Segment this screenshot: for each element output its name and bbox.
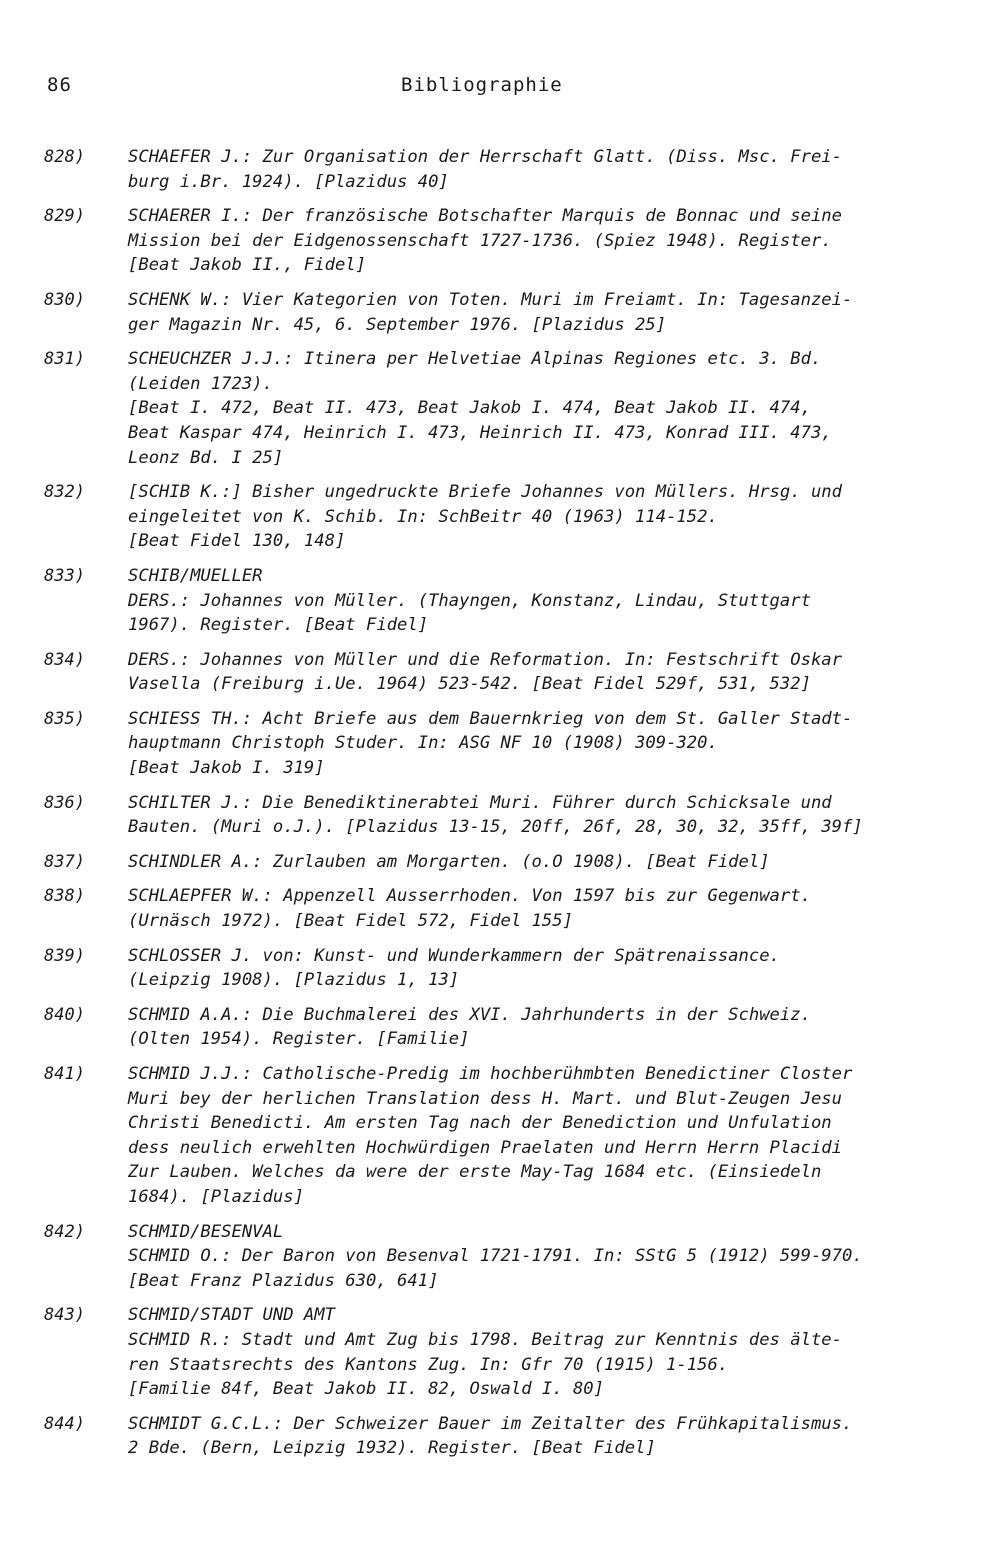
entry-line: Christi Benedicti. Am ersten Tag nach der Benediction und Unfulation <box>128 1113 832 1134</box>
entry-line: (Urnäsch 1972). [Beat Fidel 572, Fidel 155] <box>128 911 573 932</box>
entry-line: (Leiden 1723). <box>128 373 273 394</box>
entry-line: hauptmann Christoph Studer. In: ASG NF 10 (1908) 309-320. <box>128 733 718 754</box>
entry-number: 838) <box>44 886 85 907</box>
entry-line: Vasella (Freiburg i.Ue. 1964) 523-542. [Beat Fidel 529f, 531, 532] <box>128 674 811 695</box>
entry-line: SCHMID J.J.: Catholische-Predig im hochberühmbten Benedictiner Closter <box>128 1064 853 1084</box>
entry-text <box>128 944 948 993</box>
entry-line: SCHIB/MUELLER <box>128 565 263 586</box>
entry-text <box>128 1003 948 1052</box>
bibliography-entry <box>44 944 954 993</box>
entry-line: [Beat Jakob II., Fidel] <box>128 255 366 276</box>
entry-line: SCHEUCHZER J.J.: Itinera per Helvetiae Alpinas Regiones etc. 3. Bd. <box>128 349 822 370</box>
entry-line: SCHLOSSER J. von: Kunst- und Wunderkammern der Spätrenaissance. <box>128 945 780 966</box>
entry-line: [SCHIB K.:] Bisher ungedruckte Briefe Johannes von Müllers. Hrsg. und <box>128 482 842 503</box>
entry-number: 839) <box>44 945 85 966</box>
entry-number: 828) <box>44 147 85 167</box>
bibliography-entry <box>44 648 954 697</box>
entry-line: (Leipzig 1908). [Plazidus 1, 13] <box>128 970 460 991</box>
entry-line: [Beat I. 472, Beat II. 473, Beat Jakob I. 474, Beat Jakob II. 474, <box>128 398 811 419</box>
entry-line: SCHAERER I.: Der französische Botschafter Marquis de Bonnac und seine <box>128 206 842 227</box>
entry-text <box>128 564 948 638</box>
entry-line: SCHMIDT G.C.L.: Der Schweizer Bauer im Zeitalter des Frühkapitalismus. <box>128 1413 853 1434</box>
entry-line: SCHMID/BESENVAL <box>128 1221 284 1242</box>
entry-number: 830) <box>44 289 85 310</box>
bibliography-entry <box>44 564 954 638</box>
entry-line: SCHAEFER J.: Zur Organisation der Herrschaft Glatt. (Diss. Msc. Frei- <box>128 147 842 167</box>
entry-text <box>128 347 948 470</box>
bibliography-entry <box>44 1003 954 1052</box>
entry-number: 840) <box>44 1004 85 1025</box>
entry-number: 836) <box>44 792 85 813</box>
bibliography-entry <box>44 480 954 554</box>
entry-line: SCHMID R.: Stadt und Amt Zug bis 1798. Beitrag zur Kenntnis des älte- <box>128 1329 842 1350</box>
bibliography-entry <box>44 347 954 470</box>
entry-line: Muri bey der herlichen Translation dess H. Mart. und Blut-Zeugen Jesu <box>128 1088 842 1109</box>
entry-text <box>128 1062 948 1210</box>
bibliography-entry <box>44 204 954 278</box>
bibliography-entry <box>44 850 954 875</box>
entry-line: eingeleitet von K. Schib. In: SchBeitr 40 (1963) 114-152. <box>128 506 718 527</box>
entry-text <box>128 145 948 194</box>
entry-text <box>128 791 948 840</box>
entry-line: dess neulich erwehlten Hochwürdigen Praelaten und Herrn Herrn Placidi <box>128 1137 842 1158</box>
entry-line: ren Staatsrechts des Kantons Zug. In: Gfr 70 (1915) 1-156. <box>128 1354 729 1375</box>
entry-line: [Beat Fidel 130, 148] <box>128 531 346 552</box>
entry-number: 837) <box>44 851 85 872</box>
entry-text <box>128 707 948 781</box>
entry-line: Mission bei der Eidgenossenschaft 1727-1736. (Spiez 1948). Register. <box>128 230 832 251</box>
entry-text <box>128 884 948 933</box>
entry-number: 833) <box>44 565 85 586</box>
bibliography-entry <box>44 884 954 933</box>
entry-line: [Beat Jakob I. 319] <box>128 758 325 779</box>
entry-number: 843) <box>44 1305 85 1326</box>
entry-line: 1684). [Plazidus] <box>128 1186 304 1207</box>
entry-line: 1967). Register. [Beat Fidel] <box>128 615 429 636</box>
entry-line: SCHMID A.A.: Die Buchmalerei des XVI. Jahrhunderts in der Schweiz. <box>128 1004 811 1025</box>
entry-line: DERS.: Johannes von Müller. (Thayngen, Konstanz, Lindau, Stuttgart <box>128 590 811 611</box>
entry-number: 831) <box>44 349 85 370</box>
bibliography-entry <box>44 1412 954 1461</box>
entry-line: DERS.: Johannes von Müller und die Reformation. In: Festschrift Oskar <box>128 649 842 670</box>
bibliography-entry <box>44 1220 954 1294</box>
entry-line: [Familie 84f, Beat Jakob II. 82, Oswald I. 80] <box>128 1379 604 1400</box>
entry-text <box>128 1220 948 1294</box>
page-header <box>47 74 867 100</box>
entry-line: SCHINDLER A.: Zurlauben am Morgarten. (o.O 1908). [Beat Fidel] <box>128 851 770 872</box>
entry-line: Bauten. (Muri o.J.). [Plazidus 13-15, 20ff, 26f, 28, 30, 32, 35ff, 39f] <box>128 817 863 838</box>
entry-line: [Beat Franz Plazidus 630, 641] <box>128 1270 439 1291</box>
bibliography-list <box>44 145 954 1471</box>
entry-number: 834) <box>44 649 85 670</box>
entry-line: 2 Bde. (Bern, Leipzig 1932). Register. [Beat Fidel] <box>128 1438 656 1459</box>
bibliography-entry <box>44 1303 954 1401</box>
bibliography-entry <box>44 1062 954 1210</box>
entry-number: 841) <box>44 1064 85 1084</box>
entry-line: ger Magazin Nr. 45, 6. September 1976. [Plazidus 25] <box>128 314 667 335</box>
entry-line: Beat Kaspar 474, Heinrich I. 473, Heinrich II. 473, Konrad III. 473, <box>128 422 832 443</box>
entry-line: SCHILTER J.: Die Benediktinerabtei Muri. Führer durch Schicksale und <box>128 792 832 813</box>
entry-number: 835) <box>44 708 85 729</box>
bibliography-entry <box>44 288 954 337</box>
entry-line: SCHENK W.: Vier Kategorien von Toten. Muri im Freiamt. In: Tagesanzei- <box>128 289 853 310</box>
entry-text <box>128 288 948 337</box>
page-number: 86 <box>47 74 72 96</box>
page-title: Bibliographie <box>401 74 563 96</box>
entry-text <box>128 850 948 875</box>
entry-number: 844) <box>44 1413 85 1434</box>
entry-number: 832) <box>44 482 85 503</box>
entry-line: burg i.Br. 1924). [Plazidus 40] <box>128 171 449 192</box>
entry-text <box>128 648 948 697</box>
entry-text <box>128 1303 948 1401</box>
entry-text <box>128 1412 948 1461</box>
entry-number: 829) <box>44 206 85 227</box>
entry-number: 842) <box>44 1221 85 1242</box>
entry-text <box>128 204 948 278</box>
bibliography-entry <box>44 145 954 194</box>
entry-line: SCHMID/STADT UND AMT <box>128 1305 335 1326</box>
entry-line: SCHMID O.: Der Baron von Besenval 1721-1791. In: SStG 5 (1912) 599-970. <box>128 1246 863 1267</box>
entry-line: SCHIESS TH.: Acht Briefe aus dem Bauernkrieg von dem St. Galler Stadt- <box>128 708 853 729</box>
bibliography-entry <box>44 791 954 840</box>
bibliography-entry <box>44 707 954 781</box>
entry-text <box>128 480 948 554</box>
entry-line: SCHLAEPFER W.: Appenzell Ausserrhoden. Von 1597 bis zur Gegenwart. <box>128 886 811 907</box>
entry-line: Zur Lauben. Welches da were der erste May-Tag 1684 etc. (Einsiedeln <box>128 1162 822 1183</box>
entry-line: Leonz Bd. I 25] <box>128 447 284 468</box>
entry-line: (Olten 1954). Register. [Familie] <box>128 1029 470 1050</box>
